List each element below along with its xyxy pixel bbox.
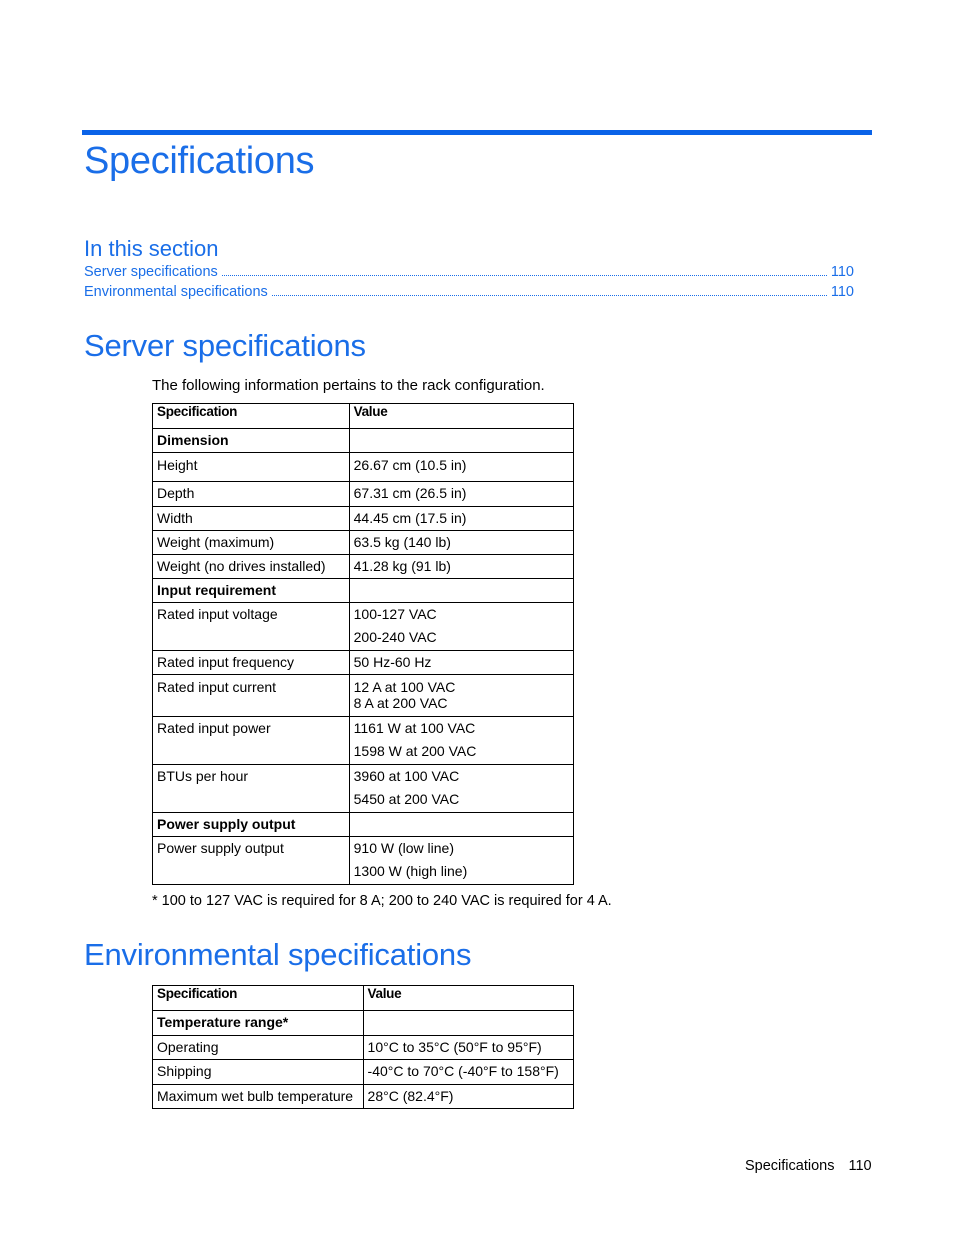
value-cell	[363, 1011, 573, 1036]
spec-cell: Rated input current	[153, 675, 350, 717]
table-row	[153, 555, 574, 579]
spec-cell: Shipping	[153, 1060, 364, 1085]
value-line: 1300 W (high line)	[353, 863, 468, 879]
value-cell	[349, 603, 573, 651]
value-cell	[349, 531, 573, 555]
value-line: 41.28 kg (91 lb)	[353, 558, 451, 574]
value-line: 100-127 VAC	[353, 606, 437, 622]
table-row	[153, 507, 574, 531]
value-line: 12 A at 100 VAC	[353, 679, 456, 695]
table-row	[153, 1036, 574, 1060]
spec-cell: Width	[153, 507, 350, 531]
toc-link-server-specifications[interactable]	[84, 262, 854, 280]
chapter-title: Specifications	[84, 140, 315, 182]
value-cell	[349, 507, 573, 531]
value-line: 26.67 cm (10.5 in)	[353, 457, 467, 473]
footer-section-name: Specifications	[745, 1158, 835, 1174]
column-header-specification: Specification	[153, 404, 350, 429]
table-row	[153, 717, 574, 765]
value-cell	[349, 453, 573, 482]
table-row	[153, 837, 574, 885]
value-cell	[349, 555, 573, 579]
group-label-cell: Temperature range*	[153, 1011, 364, 1036]
table-row	[153, 531, 574, 555]
value-line: 67.31 cm (26.5 in)	[353, 485, 467, 501]
spec-cell: Rated input voltage	[153, 603, 350, 651]
value-cell	[349, 837, 573, 885]
value-line: 1598 W at 200 VAC	[353, 743, 477, 759]
value-line: 1161 W at 100 VAC	[353, 720, 476, 736]
value-line: 8 A at 200 VAC	[353, 695, 448, 711]
spec-cell: Height	[153, 453, 350, 482]
spec-cell: BTUs per hour	[153, 765, 350, 813]
toc-entry-label: Environmental specifications	[84, 284, 268, 300]
value-cell	[363, 1036, 573, 1060]
value-line: 5450 at 200 VAC	[353, 791, 460, 807]
value-cell	[349, 429, 573, 453]
group-label-cell: Input requirement	[153, 579, 350, 603]
value-line: 28°C (82.4°F)	[367, 1088, 454, 1104]
column-header-value: Value	[349, 404, 573, 429]
value-line: 44.45 cm (17.5 in)	[353, 510, 467, 526]
table-row	[153, 1060, 574, 1085]
table-group-row	[153, 813, 574, 837]
spec-cell: Depth	[153, 482, 350, 507]
environmental-specifications-title: Environmental specifications	[84, 937, 472, 972]
table-row	[153, 603, 574, 651]
group-label-cell: Dimension	[153, 429, 350, 453]
toc-entry-label: Server specifications	[84, 264, 218, 280]
page-footer	[745, 1158, 872, 1174]
spec-cell: Maximum wet bulb temperature	[153, 1085, 364, 1109]
table-group-row	[153, 579, 574, 603]
server-specifications-title: Server specifications	[84, 328, 366, 363]
table-group-row	[153, 429, 574, 453]
value-cell	[349, 675, 573, 717]
toc-leader-dots	[272, 295, 827, 296]
table-row	[153, 765, 574, 813]
value-cell	[349, 482, 573, 507]
spec-cell: Rated input frequency	[153, 651, 350, 675]
table-header-row	[153, 986, 574, 1011]
toc-leader-dots	[222, 275, 827, 276]
spec-cell: Rated input power	[153, 717, 350, 765]
spec-cell: Weight (no drives installed)	[153, 555, 350, 579]
table-row	[153, 453, 574, 482]
value-line: 50 Hz-60 Hz	[353, 654, 432, 670]
server-footnote: * 100 to 127 VAC is required for 8 A; 200 to 240 VAC is required for 4 A.	[152, 893, 612, 909]
server-intro-text: The following information pertains to the rack configuration.	[152, 377, 545, 394]
server-spec-table	[152, 403, 574, 885]
spec-cell: Power supply output	[153, 837, 350, 885]
value-cell	[349, 765, 573, 813]
value-cell	[363, 1060, 573, 1085]
table-group-row	[153, 1011, 574, 1036]
spec-cell: Weight (maximum)	[153, 531, 350, 555]
table-row	[153, 675, 574, 717]
table-row	[153, 1085, 574, 1109]
value-cell	[349, 717, 573, 765]
top-rule	[82, 130, 872, 135]
value-cell	[349, 813, 573, 837]
toc-entry-page: 110	[830, 284, 854, 300]
table-row	[153, 651, 574, 675]
value-line: 10°C to 35°C (50°F to 95°F)	[367, 1039, 542, 1055]
column-header-specification: Specification	[153, 986, 364, 1011]
toc-heading: In this section	[84, 236, 219, 261]
value-line: 3960 at 100 VAC	[353, 768, 460, 784]
footer-page-number: 110	[848, 1158, 872, 1174]
spec-cell: Operating	[153, 1036, 364, 1060]
table-row	[153, 482, 574, 507]
group-label-cell: Power supply output	[153, 813, 350, 837]
value-cell	[349, 651, 573, 675]
value-line: 63.5 kg (140 lb)	[353, 534, 451, 550]
value-cell	[349, 579, 573, 603]
environmental-spec-table	[152, 985, 574, 1109]
value-line: 200-240 VAC	[353, 629, 437, 645]
column-header-value: Value	[363, 986, 573, 1011]
value-cell	[363, 1085, 573, 1109]
value-line: 910 W (low line)	[353, 840, 454, 856]
table-header-row	[153, 404, 574, 429]
value-line: -40°C to 70°C (-40°F to 158°F)	[367, 1063, 559, 1079]
toc-link-environmental-specifications[interactable]	[84, 282, 854, 300]
toc-entry-page: 110	[830, 264, 854, 280]
